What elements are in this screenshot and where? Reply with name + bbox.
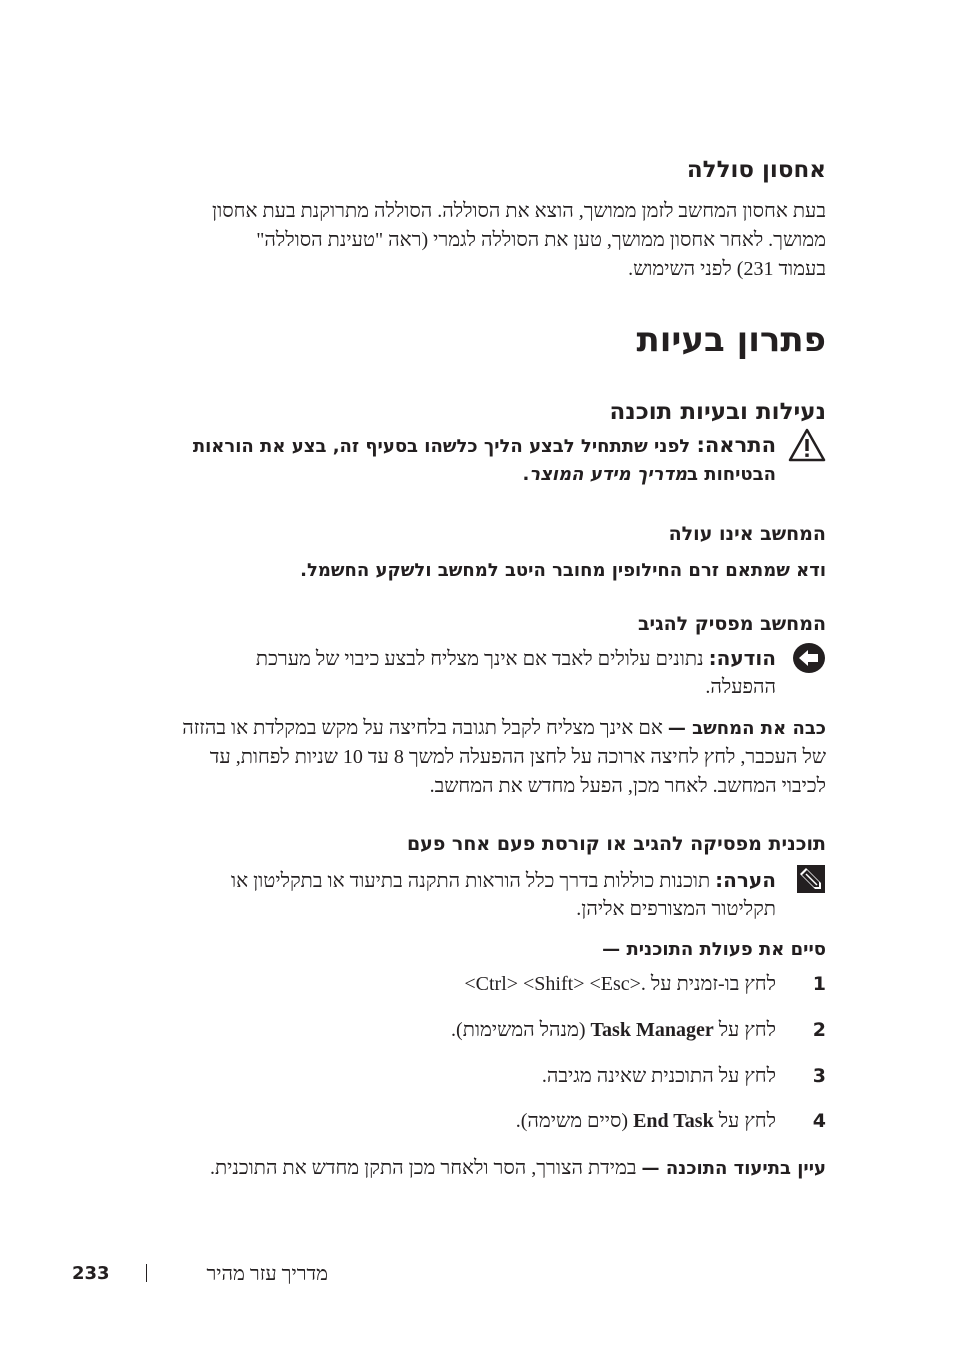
step-item xyxy=(128,1107,826,1137)
heading-stops-responding: המחשב מפסיק להגיב xyxy=(637,613,826,635)
step-text xyxy=(516,1107,776,1135)
shutdown-text-1: אם אינך מצליח לקבל תגובה בלחיצה על מקש במקלדת או בהזזה xyxy=(182,717,663,739)
warning-triangle-icon xyxy=(788,428,826,462)
end-program-heading: סיים את פעולת התוכנית — xyxy=(602,939,826,960)
paragraph-line xyxy=(182,714,826,743)
caution-notice xyxy=(193,431,776,489)
docs-label: עיין בתיעוד התוכנה — xyxy=(641,1158,826,1179)
docs-text: במידת הצורך, הסר ולאחר מכן התקן מחדש את התוכנית. xyxy=(209,1157,637,1179)
step-number: 3 xyxy=(812,1065,826,1087)
notice-text-1: נתונים עלולים לאבד אם אינך מצליח לבצע כיבוי של מערכת xyxy=(255,648,704,670)
shutdown-label: כבה את המחשב — xyxy=(667,718,826,739)
caution-line-2 xyxy=(193,461,776,489)
paragraph-line: בעת אחסון המחשב לזמן ממושך, הוצא את הסוללה. הסוללה מתרוקנת בעת אחסון xyxy=(212,200,826,222)
end-task-label: End Task xyxy=(633,1110,714,1132)
step-text xyxy=(464,970,776,998)
data-loss-notice xyxy=(256,644,776,701)
step-item xyxy=(128,970,826,1000)
step-text: לחץ על התוכנית שאינה מגיבה. xyxy=(541,1065,776,1087)
notice-hand-icon xyxy=(792,642,826,674)
heading-lockups: נעילות ובעיות תוכנה xyxy=(609,399,826,425)
page-number: 233 xyxy=(72,1263,110,1284)
footer-guide-title: מדריך עזר מהיר xyxy=(206,1263,328,1285)
page-title: פתרון בעיות xyxy=(636,320,826,360)
step-number: 4 xyxy=(812,1110,826,1132)
caution-text-1: לפני שתתחיל לבצע הליך כלשהו בסעיף זה, בצע את הוראות xyxy=(192,436,691,457)
note-text-2: תקליטור המצורפים אליהן. xyxy=(576,898,776,920)
program-note xyxy=(231,866,776,923)
footer-divider xyxy=(146,1264,147,1282)
heading-battery-storage: אחסון סוללה xyxy=(686,157,826,183)
step-text-pre: לחץ על xyxy=(713,1110,776,1132)
notice-text-2: ההפעלה. xyxy=(705,676,776,698)
step-number: 2 xyxy=(812,1019,826,1041)
software-docs-paragraph xyxy=(210,1154,826,1183)
note-pencil-icon xyxy=(796,864,826,894)
step-item xyxy=(128,1016,826,1046)
step-text-pre: לחץ על xyxy=(713,1019,776,1041)
caution-text-2-suffix: . xyxy=(522,464,530,485)
task-manager-label: Task Manager xyxy=(590,1019,714,1041)
product-info-guide-title: מדריך מידע המוצר xyxy=(529,464,688,485)
caution-label: התראה: xyxy=(696,433,776,457)
step-keys: <Ctrl> <Shift> <Esc>. xyxy=(464,973,646,995)
paragraph-line: ממושך. לאחר אחסון ממושך, טען את הסוללה לגמרי (ראה "טעינת הסוללה" xyxy=(256,229,826,251)
note-label: הערה: xyxy=(715,868,776,892)
step-number: 1 xyxy=(812,973,826,995)
step-text-pre: לחץ בו-זמנית על xyxy=(645,973,776,995)
heading-program-crash: תוכנית מפסיקה להגיב או קורסת פעם אחר פעם xyxy=(406,833,826,855)
not-start-text: ודא שמתאם זרם החילופין מחובר היטב למחשב ולשקע החשמל. xyxy=(300,560,826,581)
note-text-1: תוכנות כוללות בדרך כלל הוראות התקנה בתיעוד או בתקליטון או xyxy=(230,870,711,892)
step-text-post: (סיים משימה). xyxy=(515,1110,634,1132)
paragraph-line: בעמוד 231) לפני השימוש. xyxy=(628,258,826,280)
note-line-1 xyxy=(231,866,776,895)
paragraph-line: של העכבר, לחץ לחיצה ארוכה על לחצן ההפעלה למשך 8 עד 10 שניות לפחות, עד xyxy=(209,746,826,768)
step-text xyxy=(451,1016,776,1044)
notice-label: הודעה: xyxy=(708,646,776,670)
shutdown-paragraph xyxy=(182,714,826,801)
caution-line-1 xyxy=(193,431,776,461)
heading-not-start: המחשב אינו עולה xyxy=(668,523,826,545)
step-text-post: (מנהל המשימות). xyxy=(451,1019,591,1041)
notice-line-1 xyxy=(256,644,776,673)
paragraph-line: לכיבוי המחשב. לאחר מכן, הפעל מחדש את המחשב. xyxy=(429,775,826,797)
step-item xyxy=(128,1062,826,1092)
caution-text-2-prefix: הבטיחות ב xyxy=(687,464,776,485)
battery-storage-paragraph xyxy=(212,197,826,284)
